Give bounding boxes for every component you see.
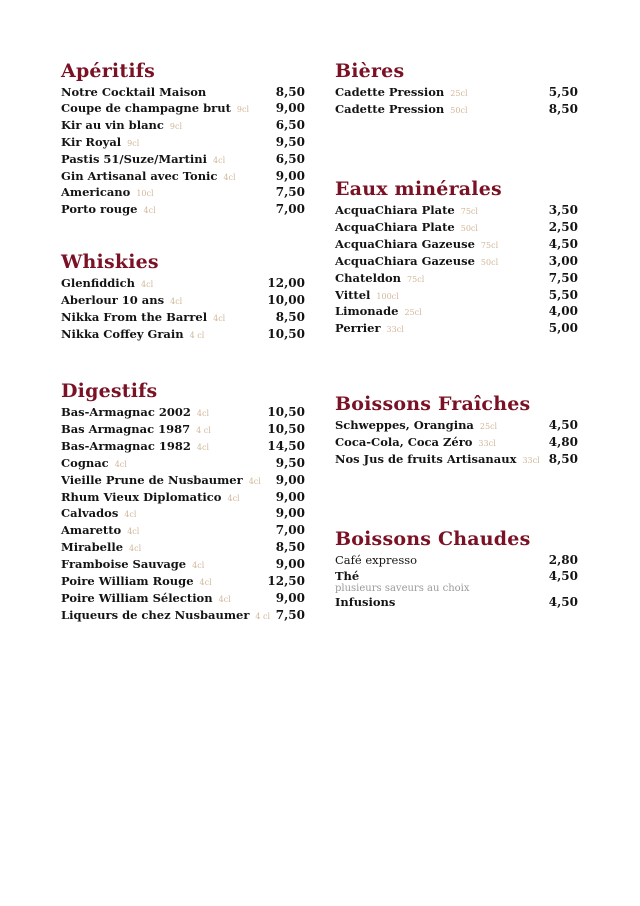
item-price: 8,50 [548,101,578,116]
menu-item [335,452,578,469]
item-name: Poire William Rouge [61,574,194,589]
menu-item [61,557,305,574]
menu-item [335,237,578,254]
item-price: 7,00 [275,202,305,217]
item-volume: 100cl [376,291,399,301]
item-price: 9,50 [275,134,305,149]
menu-item [61,422,305,439]
item-price: 9,50 [275,455,305,470]
item-volume: 4cl [143,206,156,216]
menu-item [61,169,305,186]
item-volume: 4cl [127,527,140,537]
item-price: 10,00 [267,292,305,307]
item-price: 5,50 [548,85,578,99]
item-volume: 4cl [124,510,137,520]
item-price: 5,50 [548,287,578,302]
item-price: 10,50 [267,326,305,341]
item-price: 7,50 [275,185,305,200]
item-name: Cadette Pression [335,101,445,116]
section-title: Eaux minérales [335,178,502,200]
menu-item [61,439,305,456]
menu-item [335,102,578,119]
item-volume: 9cl [127,138,140,148]
item-name: Notre Cocktail Maison [61,85,207,99]
item-price: 8,50 [275,85,305,99]
item-name: Vieille Prune de Nusbaumer [61,472,243,487]
item-price: 9,00 [275,100,305,115]
menu-item [61,118,305,135]
item-volume: 4 cl [255,611,271,621]
item-name: Bas Armagnac 1987 [61,421,191,436]
item-name: Thé [335,568,360,583]
item-name: Nikka Coffey Grain [61,326,184,341]
section-aperitifs [61,60,305,219]
menu-item [335,321,578,338]
menu-item [61,101,305,118]
item-volume: 4cl [141,280,154,289]
item-name: Amaretto [61,523,122,538]
item-price: 4,50 [548,594,578,609]
item-name: Framboise Sauvage [61,557,187,572]
menu-item [335,85,578,102]
item-price: 6,50 [275,151,305,166]
item-price: 9,00 [275,489,305,504]
item-volume: 25cl [479,422,498,431]
item-price: 8,50 [275,309,305,324]
item-price: 10,50 [267,421,305,436]
section-eaux-minerales [335,178,578,338]
item-volume: 4cl [196,409,210,418]
item-name: Perrier [335,321,381,336]
menu-item [61,85,305,101]
menu-item [61,523,305,540]
menu-item [61,405,305,422]
menu-item [61,310,305,327]
item-volume: 9cl [236,104,250,114]
item-note: plusieurs saveurs au choix [335,582,470,594]
menu-item [61,540,305,557]
item-volume: 4cl [192,561,205,571]
menu-item [61,473,305,490]
menu-item [61,152,305,169]
item-name: Calvados [61,506,119,521]
menu-item [335,304,578,321]
section-title: Digestifs [61,380,158,402]
item-volume: 4cl [213,313,226,323]
item-name: Infusions [335,594,396,609]
item-price: 4,80 [548,434,578,449]
item-volume: 50cl [450,105,468,115]
item-volume: 4cl [248,476,261,486]
item-volume: 4cl [213,155,226,165]
item-price: 7,00 [275,523,305,538]
section-title: Apéritifs [61,60,156,82]
item-price: 4,50 [548,568,578,583]
item-price: 4,50 [548,418,578,432]
item-price: 8,50 [548,451,578,466]
menu-item [61,327,305,344]
item-price: 9,00 [275,590,305,605]
item-price: 9,00 [275,557,305,572]
item-price: 9,00 [275,472,305,487]
item-name: Kir Royal [61,134,122,149]
item-name: Limonade [335,304,399,319]
section-whiskies [61,251,305,344]
section-title: Bières [335,60,405,82]
item-volume: 4cl [170,296,183,306]
menu-item [61,202,305,219]
item-name: Cadette Pression [335,85,445,99]
menu-item [335,203,578,220]
item-price: 12,50 [267,574,305,589]
item-volume: 4cl [227,493,240,503]
item-price: 7,50 [275,607,305,622]
item-name: Rhum Vieux Diplomatico [61,489,222,504]
item-price: 3,50 [548,203,578,217]
section-boissons-chaudes [335,528,578,611]
item-price: 7,50 [548,270,578,285]
menu-item [335,595,578,611]
item-name: Chateldon [335,270,402,285]
item-volume: 75cl [480,240,499,250]
item-volume: 4cl [199,578,212,588]
item-volume: 75cl [407,274,425,284]
menu-item [335,553,578,569]
section-digestifs [61,380,305,625]
item-volume: 4cl [196,442,210,452]
item-volume: 4 cl [189,330,205,340]
menu-item [335,254,578,271]
item-volume: 10cl [136,189,154,199]
menu-item [335,271,578,288]
item-volume: 50cl [480,257,499,267]
menu-item [61,574,305,591]
menu-item [61,456,305,473]
item-name: Bas-Armagnac 2002 [61,405,191,419]
item-volume: 33cl [386,325,404,335]
item-volume: 4 cl [196,425,211,435]
item-name: AcquaChiara Gazeuse [335,236,475,251]
item-name: Cognac [61,455,109,470]
item-price: 10,50 [267,405,305,419]
item-price: 6,50 [275,117,305,132]
item-name: Porto rouge [61,202,138,217]
item-price: 5,00 [548,321,578,336]
item-price: 8,50 [275,540,305,555]
menu-item [335,220,578,237]
item-name: Nikka From the Barrel [61,309,208,324]
section-title: Boissons Chaudes [335,528,531,550]
item-price: 4,50 [548,236,578,251]
item-volume: 25cl [404,308,422,318]
item-name: AcquaChiara Plate [335,219,455,234]
section-bieres [335,60,578,119]
item-volume: 50cl [460,223,478,233]
item-name: Gin Artisanal avec Tonic [61,168,218,183]
item-price: 4,00 [548,304,578,319]
item-volume: 4cl [223,172,236,182]
menu-item [335,288,578,305]
item-volume: 75cl [460,207,478,216]
item-volume: 25cl [450,89,468,98]
item-price: 3,00 [548,253,578,268]
item-name: Café expresso [335,553,418,567]
item-name: Kir au vin blanc [61,117,164,132]
item-price: 2,80 [548,553,578,567]
item-name: Glenfiddich [61,276,136,290]
item-name: AcquaChiara Gazeuse [335,253,475,268]
menu-item [61,293,305,310]
item-price: 9,00 [275,168,305,183]
item-name: Pastis 51/Suze/Martini [61,151,207,166]
item-name: Bas-Armagnac 1982 [61,438,191,453]
item-name: Schweppes, Orangina [335,418,474,432]
item-volume: 4cl [129,544,142,554]
menu-item [61,490,305,507]
item-volume: 33cl [522,455,540,465]
item-price: 14,50 [267,438,305,453]
item-volume: 33cl [478,438,496,448]
item-name: Coupe de champagne brut [61,100,231,115]
menu-item [61,185,305,202]
item-name: Poire William Sélection [61,590,213,605]
section-title: Whiskies [61,251,159,273]
item-volume: 4cl [114,459,127,469]
item-name: Vittel [335,287,371,302]
item-volume: 9cl [169,121,183,131]
menu-item [61,506,305,523]
item-price: 9,00 [275,506,305,521]
item-name: Nos Jus de fruits Artisanaux [335,451,517,466]
item-volume: 4cl [218,594,231,604]
menu-item [335,435,578,452]
item-name: Americano [61,185,131,200]
menu-item [335,418,578,435]
section-boissons-fraiches [335,393,578,469]
item-name: AcquaChiara Plate [335,203,455,217]
item-price: 2,50 [548,219,578,234]
item-price: 12,00 [267,276,305,290]
item-name: Aberlour 10 ans [61,292,165,307]
menu-item [61,135,305,152]
item-name: Mirabelle [61,540,124,555]
section-title: Boissons Fraîches [335,393,531,415]
item-name: Liqueurs de chez Nusbaumer [61,607,250,622]
item-name: Coca-Cola, Coca Zéro [335,434,473,449]
menu-item [61,276,305,293]
menu-item [61,591,305,608]
menu-item [61,608,305,625]
